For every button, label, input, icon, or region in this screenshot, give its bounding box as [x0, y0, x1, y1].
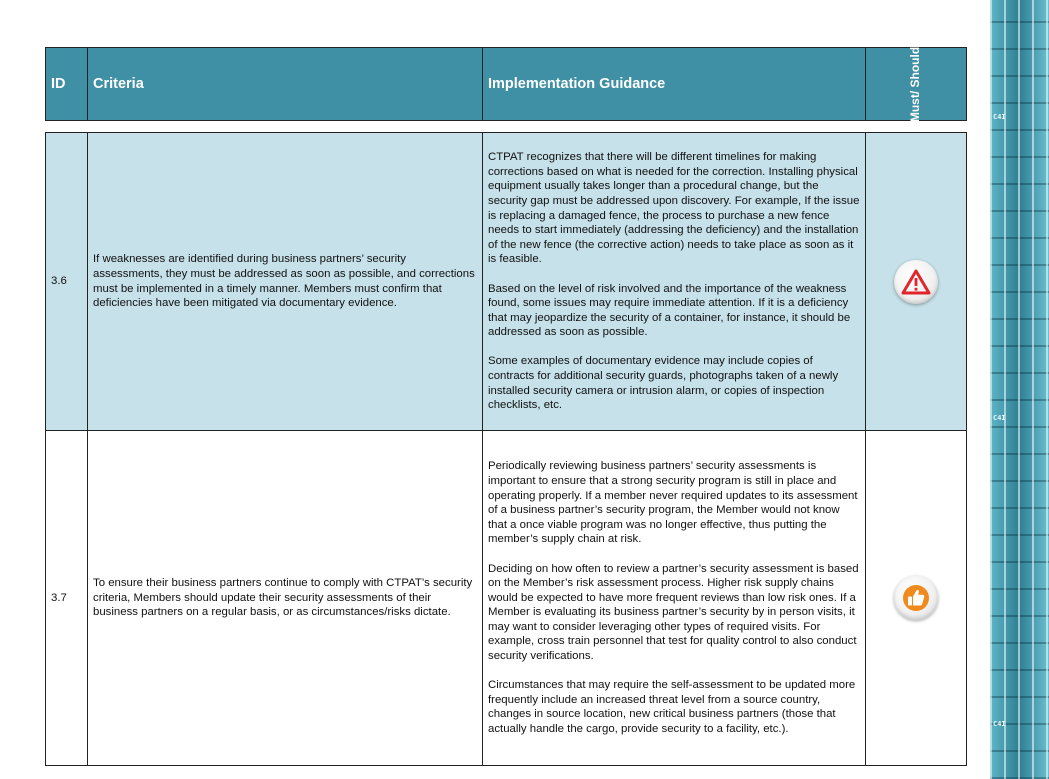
header-guidance: Implementation Guidance [483, 48, 866, 121]
criteria-table-header [45, 47, 967, 121]
warning-triangle-icon [894, 260, 938, 304]
table-row [46, 133, 967, 431]
guidance-paragraph: Deciding on how often to review a partner’s security assessment is based on the Member’s risk assessment process. Higher risk supply chains would be expected to have more frequent reviews than low risk ones. If a Member is evaluating its business partner’s security by in person visits, it may want to consider leveraging other types of required visits. For example, cross train personnel that test for quality control to also conduct security verifications. [488, 562, 859, 663]
row-guidance [483, 431, 866, 766]
table-row [46, 431, 967, 766]
guidance-paragraph: Based on the level of risk involved and the importance of the weakness found, some issues may require immediate attention. If it is a deficiency that may jeopardize the security of a container, for instance, it should be addressed as soon as possible. [488, 282, 851, 339]
strip-mark: C4I [993, 720, 1006, 728]
guidance-paragraph: CTPAT recognizes that there will be different timelines for making corrections based on what is needed for the correction. Installing physical equipment usually takes longer than a procedural change, but the security gap must be addressed upon discovery. For example, If the issue is replacing a damaged fence, the process to purchase a new fence needs to start immediately (addressing the deficiency) and the installation of the new fence (the corrective action) needs to take place as soon as it is feasible. [488, 151, 860, 266]
row-id: 3.6 [46, 133, 88, 431]
strip-mark: C4I [993, 113, 1006, 121]
row-must-should [866, 431, 967, 766]
row-must-should [866, 133, 967, 431]
row-criteria: To ensure their business partners continue to comply with CTPAT’s security criteria, Members should update their security assessments of their business partners on a regular basis, or as circumstances/risks dictate. [88, 431, 483, 766]
row-guidance [483, 133, 866, 431]
row-criteria: If weaknesses are identified during business partners’ security assessments, they must be addressed as soon as possible, and corrections must be implemented in a timely manner. Members must confirm that deficiencies have been mitigated via documentary evidence. [88, 133, 483, 431]
guidance-paragraph: Periodically reviewing business partners’ security assessments is important to ensure that a strong security program is still in place and operating properly. If a member never required updates to its assessment of a business partner’s security program, the Member would not know that a once viable program was no longer effective, thus putting the member’s supply chain at risk. [488, 460, 858, 546]
row-id: 3.7 [46, 431, 88, 766]
header-id: ID [46, 48, 88, 121]
criteria-table [45, 132, 967, 766]
strip-mark: C4I [993, 414, 1006, 422]
header-criteria: Criteria [88, 48, 483, 121]
decorative-container-stack-strip [990, 0, 1049, 779]
must-should-label: Must/ Should [908, 46, 923, 123]
header-must-should [866, 48, 967, 121]
guidance-paragraph: Circumstances that may require the self-assessment to be updated more frequently include an increased threat level from a source country, changes in source location, new critical business partners (those that actually handle the cargo, provide security to a facility, etc.). [488, 679, 856, 736]
guidance-paragraph: Some examples of documentary evidence may include copies of contracts for additional security guards, photographs taken of a newly installed security camera or intrusion alarm, or copies of inspection checklists, etc. [488, 355, 839, 412]
thumbs-up-icon [894, 576, 938, 620]
